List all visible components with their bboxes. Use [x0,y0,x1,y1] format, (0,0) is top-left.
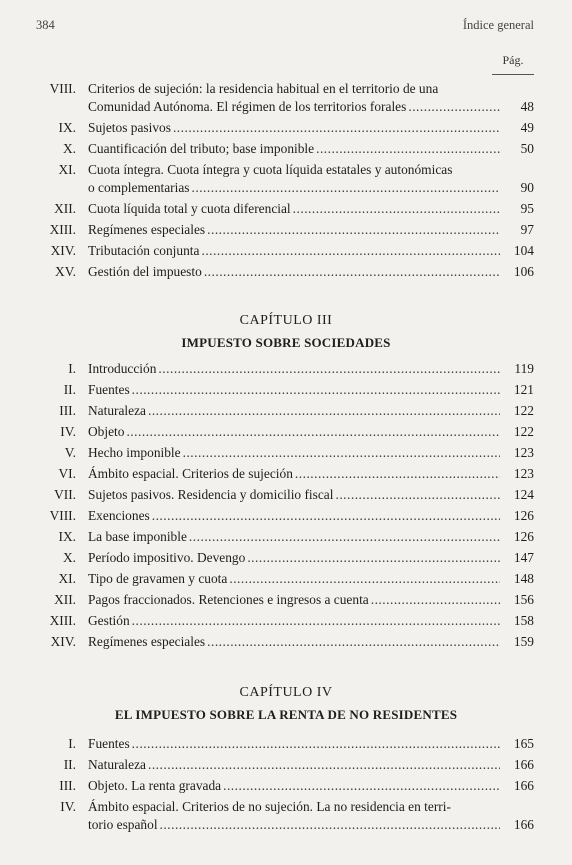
entry-numeral: X. [62,550,76,565]
entry-page-number: 122 [513,403,534,418]
toc-entry[interactable] [0,798,572,834]
toc-entry[interactable] [0,735,572,753]
toc-entry[interactable] [0,486,572,504]
toc-section-chapter-2 [0,80,572,284]
entry-title-text: o complementarias [88,180,190,195]
toc-entry[interactable] [0,444,572,462]
entry-title-text: Cuantificación del tributo; base imponible [88,141,315,156]
entry-title-line [88,242,500,260]
entry-numeral: II. [63,382,76,397]
entry-page-number: 119 [514,361,534,376]
entry-numeral: XIII. [49,613,76,628]
toc-entry[interactable] [0,221,572,239]
entry-title-text: Introducción [88,361,157,376]
entry-title-text: Tipo de gravamen y cuota [88,571,228,586]
entry-title-text: Regímenes especiales [88,634,206,649]
entry-page-number: 106 [513,264,534,279]
dot-leader [371,591,500,609]
dot-leader [201,242,500,260]
entry-page-number: 124 [513,487,534,502]
chapter-number: CAPÍTULO IV [239,685,333,700]
toc-entry[interactable] [0,777,572,795]
entry-numeral: III. [59,403,76,418]
entry-title-line [88,402,500,420]
entry-page-number: 104 [513,243,534,258]
entry-numeral: XIII. [49,222,76,237]
entry-numeral: III. [59,778,76,793]
entry-title-text: Objeto. La renta gravada [88,778,222,793]
entry-numeral: XI. [58,571,76,586]
entry-title-text: Exenciones [88,508,150,523]
entry-page-number: 97 [520,222,534,237]
entry-title-text: Comunidad Autónoma. El régimen de los territorios forales [88,99,407,114]
entry-numeral: VII. [54,487,76,502]
entry-numeral: IV. [60,424,76,439]
page-column-header [492,53,534,75]
toc-section-chapter-4 [0,735,572,837]
entry-page-number: 123 [513,466,534,481]
entry-title-line [88,549,500,567]
entry-title-line [88,140,500,158]
entry-page-number: 123 [513,445,534,460]
entry-title-line-2 [88,816,500,834]
entry-page-number: 122 [513,424,534,439]
entry-title-text: Fuentes [88,382,130,397]
entry-numeral: IX. [58,120,76,135]
dot-leader [132,612,500,630]
toc-entry[interactable] [0,528,572,546]
entry-title-line-1: Cuota íntegra. Cuota íntegra y cuota líquida estatales y autonómicas [88,162,453,177]
entry-numeral: IV. [60,799,76,814]
entry-title-line-2 [88,179,500,197]
entry-numeral: V. [64,445,76,460]
toc-entry[interactable] [0,80,572,116]
toc-entry[interactable] [0,633,572,651]
entry-numeral: I. [68,736,76,751]
dot-leader [408,98,500,116]
entry-title-text: Tributación conjunta [88,243,200,258]
pag-label: Pág. [502,53,524,67]
entry-title-text: Objeto [88,424,125,439]
dot-leader [152,507,500,525]
entry-numeral: II. [63,757,76,772]
entry-page-number: 159 [513,634,534,649]
entry-title-line [88,263,500,281]
dot-leader [158,360,500,378]
entry-page-number: 156 [513,592,534,607]
entry-title-line [88,381,500,399]
entry-title-line [88,735,500,753]
entry-numeral: VIII. [49,508,76,523]
entry-title-text: Pagos fraccionados. Retenciones e ingresos a cuenta [88,592,369,607]
chapter-3-heading [0,313,572,351]
dot-leader [148,402,500,420]
entry-page-number: 166 [513,757,534,772]
dot-leader [293,200,500,218]
entry-title-text: Sujetos pasivos. Residencia y domicilio fiscal [88,487,334,502]
entry-numeral: VIII. [49,81,76,96]
entry-title-line [88,221,500,239]
entry-title-line [88,633,500,651]
chapter-title: IMPUESTO SOBRE SOCIEDADES [181,335,391,350]
entry-title-text: Regímenes especiales [88,222,206,237]
entry-title-line [88,486,500,504]
toc-entry[interactable] [0,140,572,158]
toc-entry[interactable] [0,570,572,588]
dot-leader [207,633,500,651]
entry-title-line [88,591,500,609]
entry-numeral: XII. [54,201,76,216]
dot-leader [189,528,500,546]
dot-leader [148,756,500,774]
toc-entry[interactable] [0,381,572,399]
dot-leader [132,381,500,399]
entry-title-line-2 [88,98,500,116]
entry-title-line [88,570,500,588]
entry-title-line [88,756,500,774]
dot-leader [295,465,500,483]
entry-title-line [88,119,500,137]
entry-page-number: 49 [520,120,534,135]
entry-page-number: 121 [513,382,534,397]
toc-entry[interactable] [0,756,572,774]
entry-page-number: 158 [513,613,534,628]
entry-page-number: 166 [513,817,534,832]
dot-leader [207,221,500,239]
entry-title-text: Gestión del impuesto [88,264,202,279]
dot-leader [132,735,500,753]
chapter-number: CAPÍTULO III [239,313,333,328]
entry-numeral: XI. [58,162,76,177]
dot-leader [316,140,500,158]
entry-numeral: IX. [58,529,76,544]
dot-leader [192,179,500,197]
toc-entry[interactable] [0,360,572,378]
dot-leader [160,816,500,834]
entry-page-number: 165 [513,736,534,751]
entry-title-text: Período impositivo. Devengo [88,550,246,565]
page-number: 384 [36,18,55,32]
entry-page-number: 90 [520,180,534,195]
dot-leader [247,549,500,567]
entry-page-number: 126 [513,529,534,544]
running-title: Índice general [462,18,534,32]
entry-numeral: X. [62,141,76,156]
toc-entry[interactable] [0,591,572,609]
entry-title-line-1: Ámbito espacial. Criterios de no sujeción. La no residencia en terri- [88,799,451,814]
entry-page-number: 147 [513,550,534,565]
toc-entry[interactable] [0,200,572,218]
chapter-title: EL IMPUESTO SOBRE LA RENTA DE NO RESIDENTES [114,707,458,722]
entry-numeral: VI. [58,466,76,481]
entry-page-number: 50 [520,141,534,156]
entry-numeral: XV. [55,264,76,279]
entry-numeral: XIV. [50,634,76,649]
entry-title-text: Hecho imponible [88,445,181,460]
pag-rule [492,74,534,75]
entry-title-text: La base imponible [88,529,187,544]
entry-title-text: Gestión [88,613,130,628]
toc-entry[interactable] [0,423,572,441]
entry-title-text: torio español [88,817,158,832]
toc-entry[interactable] [0,612,572,630]
entry-title-line [88,528,500,546]
entry-title-line-1: Criterios de sujeción: la residencia habitual en el territorio de una [88,81,439,96]
toc-entry[interactable] [0,161,572,197]
entry-page-number: 166 [513,778,534,793]
entry-title-line [88,423,500,441]
entry-title-line [88,360,500,378]
dot-leader [126,423,500,441]
entry-title-line [88,777,500,795]
toc-entry[interactable] [0,119,572,137]
entry-page-number: 126 [513,508,534,523]
dot-leader [229,570,500,588]
entry-title-line [88,200,500,218]
entry-title-text: Sujetos pasivos [88,120,171,135]
entry-page-number: 48 [520,99,534,114]
entry-title-text: Naturaleza [88,757,146,772]
toc-entry[interactable] [0,242,572,260]
entry-title-text: Fuentes [88,736,130,751]
dot-leader [173,119,500,137]
entry-title-line [88,507,500,525]
entry-numeral: XIV. [50,243,76,258]
toc-entry[interactable] [0,402,572,420]
entry-title-text: Cuota líquida total y cuota diferencial [88,201,291,216]
dot-leader [223,777,500,795]
entry-page-number: 148 [513,571,534,586]
entry-title-line [88,612,500,630]
toc-section-chapter-3 [0,360,572,654]
entry-title-text: Naturaleza [88,403,146,418]
toc-entry[interactable] [0,263,572,281]
toc-entry[interactable] [0,507,572,525]
toc-entry[interactable] [0,465,572,483]
dot-leader [183,444,500,462]
chapter-4-heading [0,685,572,723]
toc-entry[interactable] [0,549,572,567]
entry-title-line [88,465,500,483]
entry-title-line [88,444,500,462]
dot-leader [204,263,500,281]
entry-title-text: Ámbito espacial. Criterios de sujeción [88,466,293,481]
entry-numeral: XII. [54,592,76,607]
dot-leader [335,486,500,504]
entry-page-number: 95 [520,201,534,216]
entry-numeral: I. [68,361,76,376]
